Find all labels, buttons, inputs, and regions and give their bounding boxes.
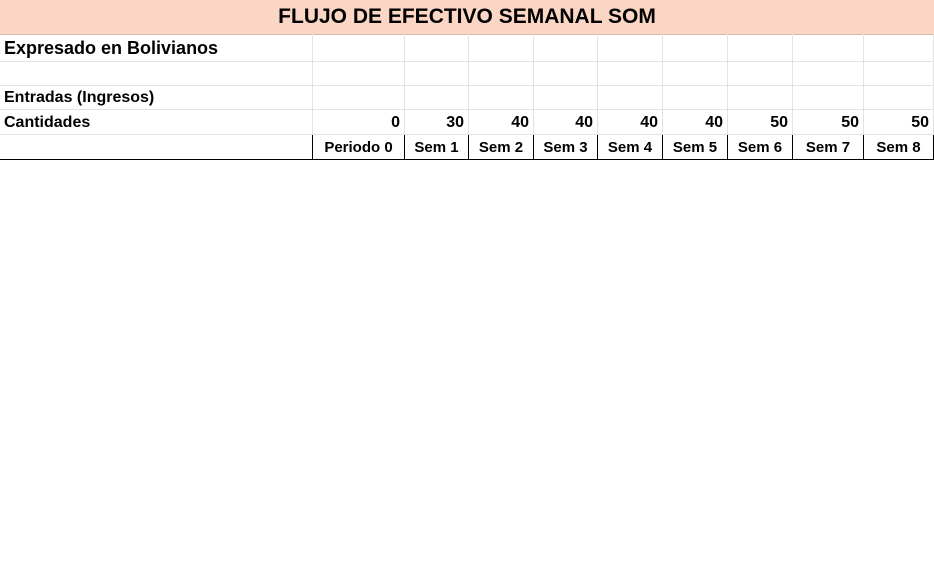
blank-row-cell[interactable] (864, 62, 934, 86)
periods-row-cell[interactable]: Sem 7 (793, 135, 864, 160)
quantities-row-label[interactable]: Cantidades (0, 110, 313, 135)
section-in-row (0, 86, 934, 110)
periods-row-cell[interactable]: Sem 5 (663, 135, 728, 160)
subtitle-row-cell[interactable] (469, 34, 534, 62)
blank-row-cell[interactable] (534, 62, 598, 86)
subtitle-row-cell[interactable] (663, 34, 728, 62)
section-in-row-cell[interactable] (534, 86, 598, 110)
subtitle-row-cell[interactable] (534, 34, 598, 62)
blank-row-cell[interactable] (405, 62, 469, 86)
section-in-row-cell[interactable] (469, 86, 534, 110)
quantities-row-cell[interactable]: 40 (534, 110, 598, 135)
blank-row-cell[interactable] (469, 62, 534, 86)
subtitle-row (0, 34, 934, 62)
periods-row-cell[interactable]: Sem 8 (864, 135, 934, 160)
periods-row-cell[interactable]: Periodo 0 (313, 135, 405, 160)
quantities-row-cell[interactable]: 30 (405, 110, 469, 135)
quantities-row-cell[interactable]: 50 (864, 110, 934, 135)
periods-row-cell[interactable]: Sem 4 (598, 135, 663, 160)
blank-row-cell[interactable] (598, 62, 663, 86)
section-in-row-cell[interactable] (313, 86, 405, 110)
section-in-row-label[interactable]: Entradas (Ingresos) (0, 86, 313, 110)
subtitle-row-cell[interactable] (793, 34, 864, 62)
quantities-row-cell[interactable]: 50 (793, 110, 864, 135)
periods-row (0, 135, 934, 160)
section-in-row-cell[interactable] (728, 86, 793, 110)
blank-row (0, 62, 934, 86)
section-in-row-cell[interactable] (793, 86, 864, 110)
subtitle-row-cell[interactable] (313, 34, 405, 62)
blank-row-cell[interactable] (793, 62, 864, 86)
quantities-row-cell[interactable]: 40 (598, 110, 663, 135)
periods-row-cell[interactable]: Sem 2 (469, 135, 534, 160)
subtitle-row-cell[interactable] (864, 34, 934, 62)
periods-row-cell[interactable]: Sem 6 (728, 135, 793, 160)
periods-row-cell[interactable]: Sem 1 (405, 135, 469, 160)
section-in-row-cell[interactable] (864, 86, 934, 110)
quantities-row (0, 110, 934, 135)
subtitle-row-cell[interactable] (405, 34, 469, 62)
section-in-row-cell[interactable] (663, 86, 728, 110)
sheet-title: FLUJO DE EFECTIVO SEMANAL SOM (0, 0, 934, 35)
blank-row-cell[interactable] (728, 62, 793, 86)
subtitle-row-cell[interactable] (598, 34, 663, 62)
quantities-row-cell[interactable]: 0 (313, 110, 405, 135)
blank-row-cell[interactable] (313, 62, 405, 86)
subtitle-row-label[interactable]: Expresado en Bolivianos (0, 34, 313, 62)
quantities-row-cell[interactable]: 50 (728, 110, 793, 135)
subtitle-row-cell[interactable] (728, 34, 793, 62)
section-in-row-cell[interactable] (405, 86, 469, 110)
quantities-row-cell[interactable]: 40 (469, 110, 534, 135)
blank-row-cell[interactable] (663, 62, 728, 86)
periods-row-cell[interactable]: Sem 3 (534, 135, 598, 160)
blank-row-label[interactable] (0, 62, 313, 86)
section-in-row-cell[interactable] (598, 86, 663, 110)
quantities-row-cell[interactable]: 40 (663, 110, 728, 135)
periods-row-label[interactable] (0, 135, 313, 160)
